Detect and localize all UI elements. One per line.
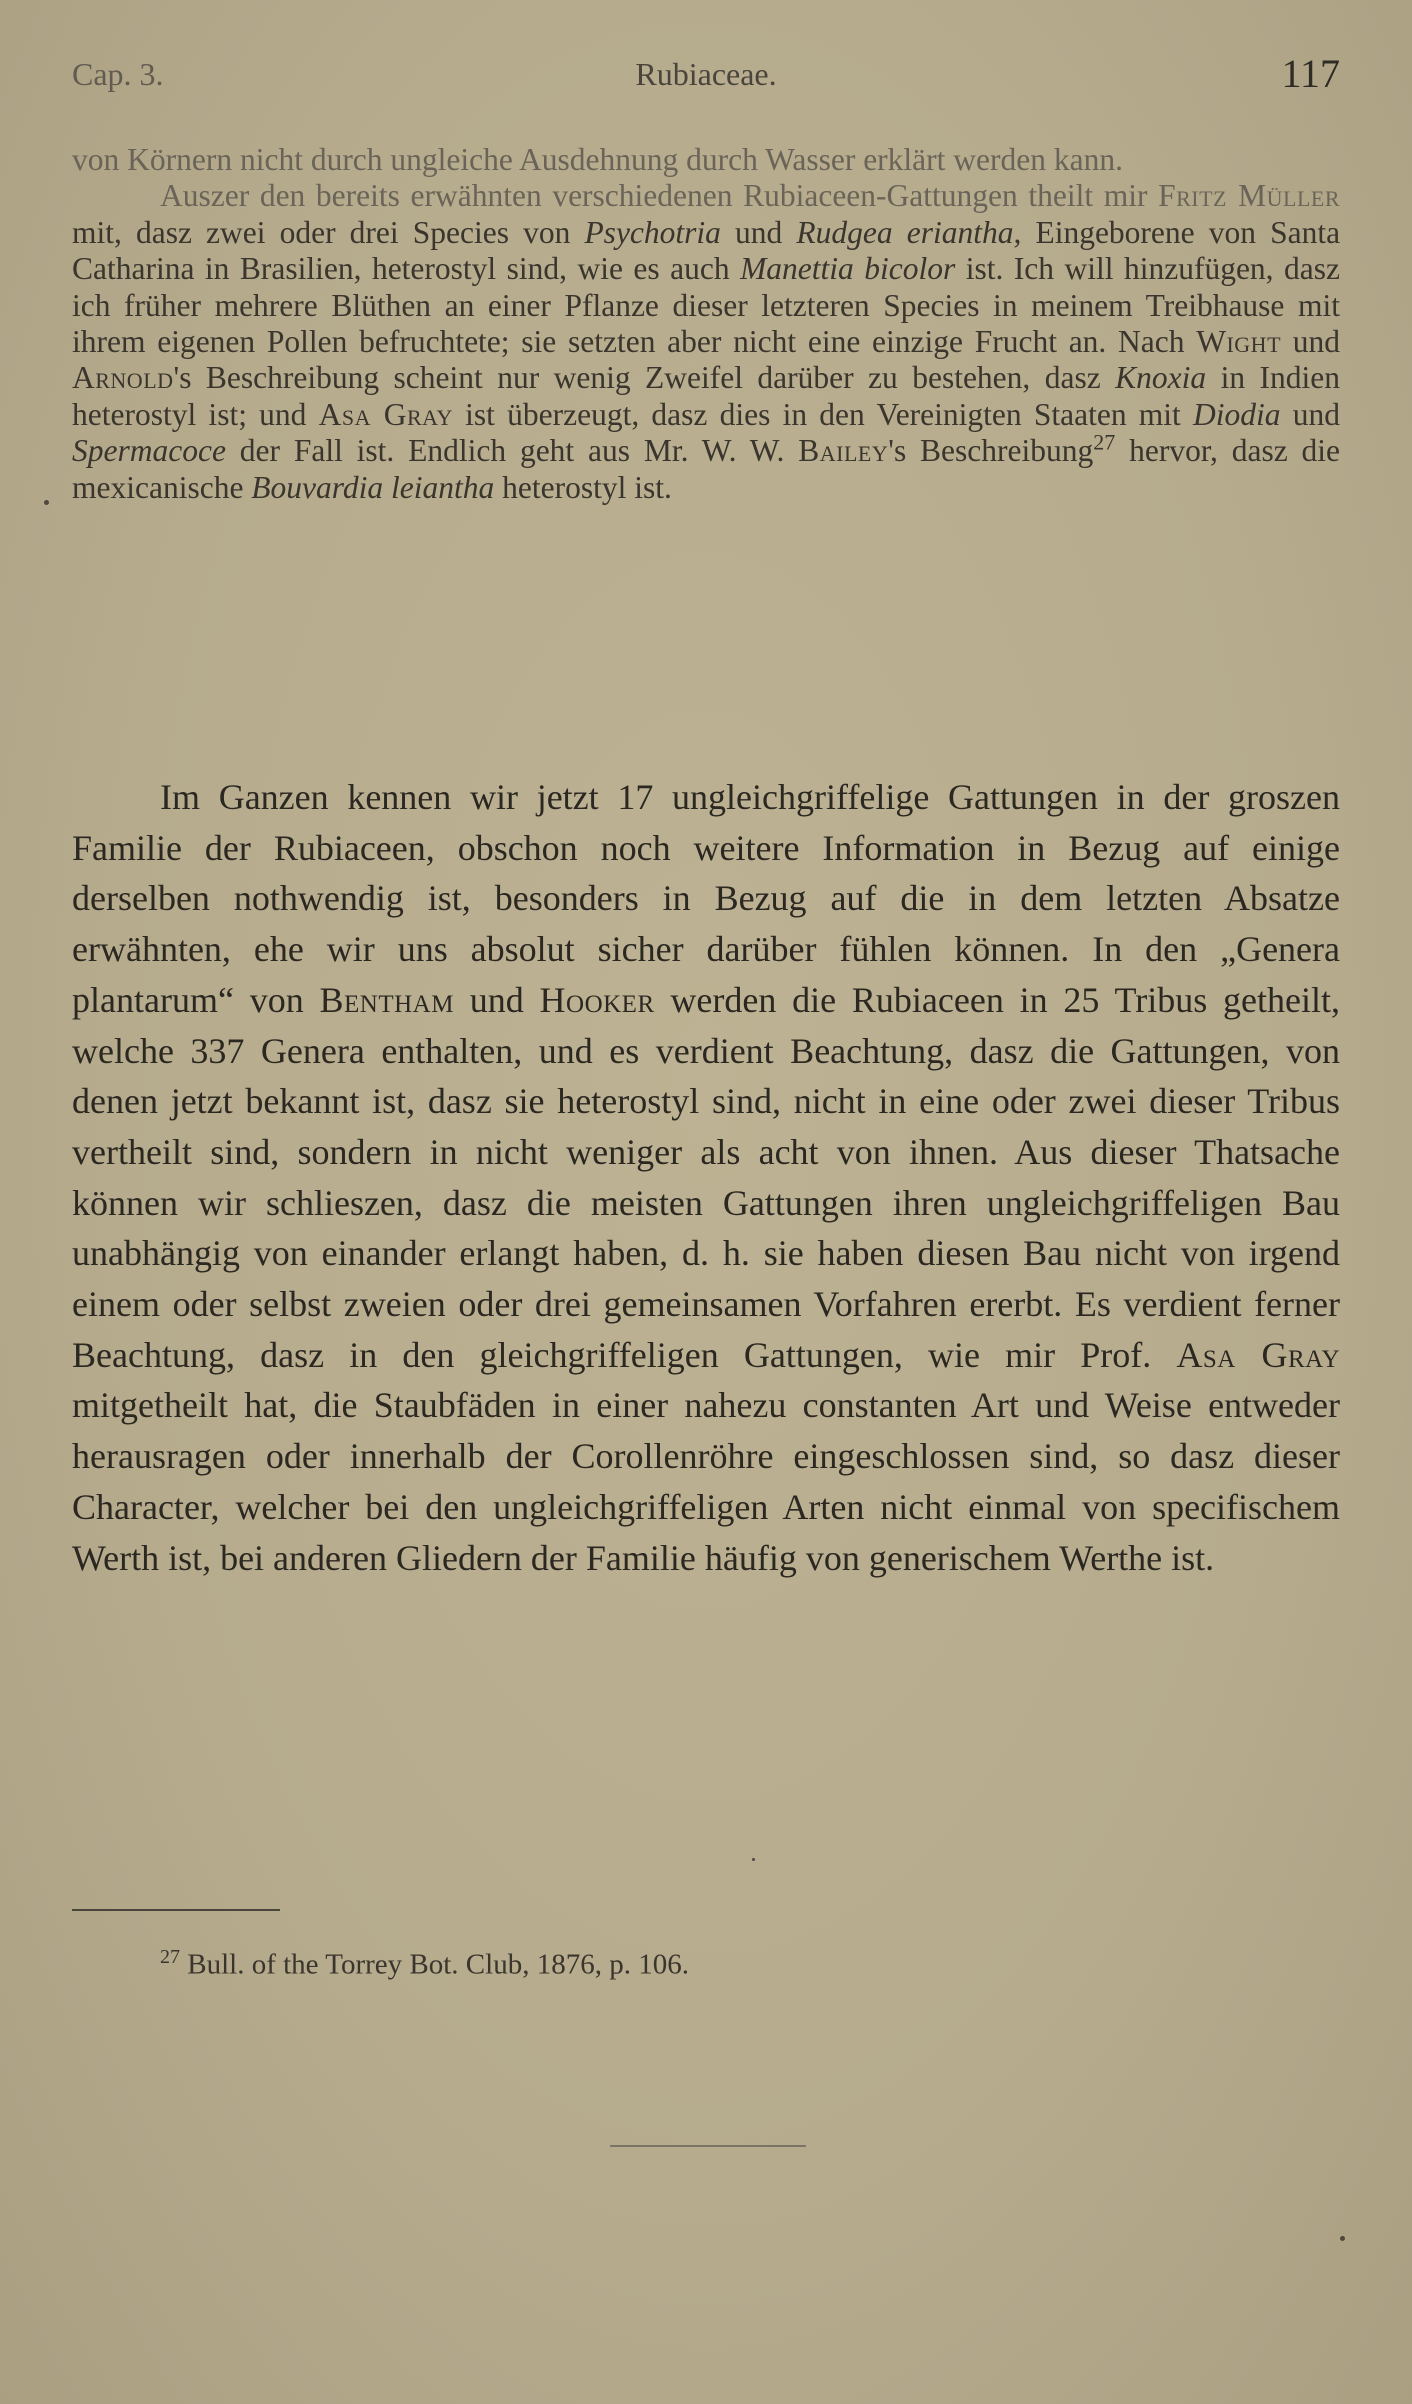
running-title: Rubiaceae. bbox=[635, 56, 777, 92]
genus-name: Bouvardia leiantha bbox=[251, 469, 495, 505]
genus-name: Manettia bicolor bbox=[740, 251, 956, 287]
chapter-label: Cap. 3. bbox=[72, 56, 164, 92]
section-end-rule bbox=[610, 2145, 806, 2147]
margin-speck bbox=[1340, 2236, 1345, 2241]
paragraph-summary: Im Ganzen kennen wir jetzt 17 ungleichgriffelige Gattungen in der groszen Familie der Rubiaceen, obschon noch weitere Information in Bezug auf einige derselben nothwendig ist, besonders in Bezug auf die in dem letzten Absatze erwähnten, ehe wir uns absolut sicher darüber fühlen können. In den „Genera plantarum“ von Bentham und Hooker werden die Rubiaceen in 25 Tribus getheilt, welche 337 Genera enthalten, und es verdient Beachtung, dasz die Gattungen, von denen jetzt bekannt ist, dasz sie heterostyl sind, nicht in eine oder zwei dieser Tribus vertheilt sind, sondern in nicht weniger als acht von ihnen. Aus dieser Thatsache können wir schlieszen, dasz die meisten Gattungen ihren ungleichgriffeligen Bau unabhängig von einander erlangt haben, d. h. sie haben diesen Bau nicht von irgend einem oder selbst zweien oder drei gemeinsamen Vorfahren ererbt. Es verdient ferner Beachtung, dasz in den gleichgriffeligen Gattungen, wie mir Prof. Asa Gray mitgetheilt hat, die Staubfäden in einer nahezu constanten Art und Weise entweder herausragen oder innerhalb der Corollenröhre eingeschlossen sind, so dasz dieser Character, welcher bei den ungleichgriffeligen Arten nicht einmal von specifischem Werth ist, bei anderen Gliedern der Familie häufig von generischem Werthe ist. bbox=[72, 777, 1340, 1578]
small-text-block bbox=[72, 142, 1340, 506]
author-name: Asa Gray bbox=[318, 396, 453, 432]
running-header bbox=[72, 50, 1340, 100]
paragraph-other-genera: Auszer den bereits erwähnten verschiedenen Rubiaceen-Gattungen theilt mir Fritz Müller mit, dasz zwei oder drei Species von Psychotria und Rudgea eriantha, Eingeborene von Santa Catharina in Brasilien, heterostyl sind, wie es auch Manettia bicolor ist. Ich will hinzufügen, dasz ich früher mehrere Blüthen an einer Pflanze dieser letzteren Species in meinem Treibhause mit ihrem eigenen Pollen befruchtete; sie setzten aber nicht eine einzige Frucht an. Nach Wight und Arnold's Beschreibung scheint nur wenig Zweifel darüber zu bestehen, dasz Knoxia in Indien heterostyl ist; und Asa Gray ist überzeugt, dasz dies in den Vereinigten Staaten mit Diodia und Spermacoce der Fall ist. Endlich geht aus Mr. W. W. Bailey's Beschreibung$^{27}$ hervor, dasz die mexicanische Bouvardia leiantha heterostyl ist. bbox=[72, 178, 1341, 505]
author-name: Hooker bbox=[539, 979, 655, 1020]
footnote-text: Bull. of the Torrey Bot. Club, 1876, p. 106. bbox=[187, 1948, 689, 1981]
margin-speck bbox=[44, 500, 49, 505]
footnote-marker: 27 bbox=[160, 1946, 180, 1968]
page-number: 117 bbox=[1281, 51, 1340, 96]
author-name: Bentham bbox=[319, 979, 454, 1020]
author-name: Wight bbox=[1196, 324, 1282, 360]
author-name: Fritz Müller bbox=[1158, 178, 1340, 214]
page-speck bbox=[752, 1858, 755, 1861]
paragraph-continuation: von Körnern nicht durch ungleiche Ausdehnung durch Wasser erklärt werden kann. bbox=[72, 142, 1123, 177]
footnote-separator bbox=[72, 1909, 280, 1911]
footnote-reference[interactable]: 27 bbox=[1093, 429, 1116, 455]
genus-name: Knoxia bbox=[1115, 360, 1207, 396]
genus-name: Psychotria bbox=[584, 214, 721, 250]
author-name: Asa Gray bbox=[1176, 1334, 1340, 1375]
author-name: Bailey bbox=[798, 433, 889, 469]
main-text-block bbox=[72, 772, 1340, 1583]
author-name: Arnold bbox=[72, 360, 174, 396]
genus-name: Rudgea eriantha, bbox=[796, 214, 1022, 250]
genus-name: Diodia bbox=[1193, 396, 1281, 432]
footnote bbox=[160, 1946, 689, 1982]
genus-name: Spermacoce bbox=[72, 433, 226, 469]
